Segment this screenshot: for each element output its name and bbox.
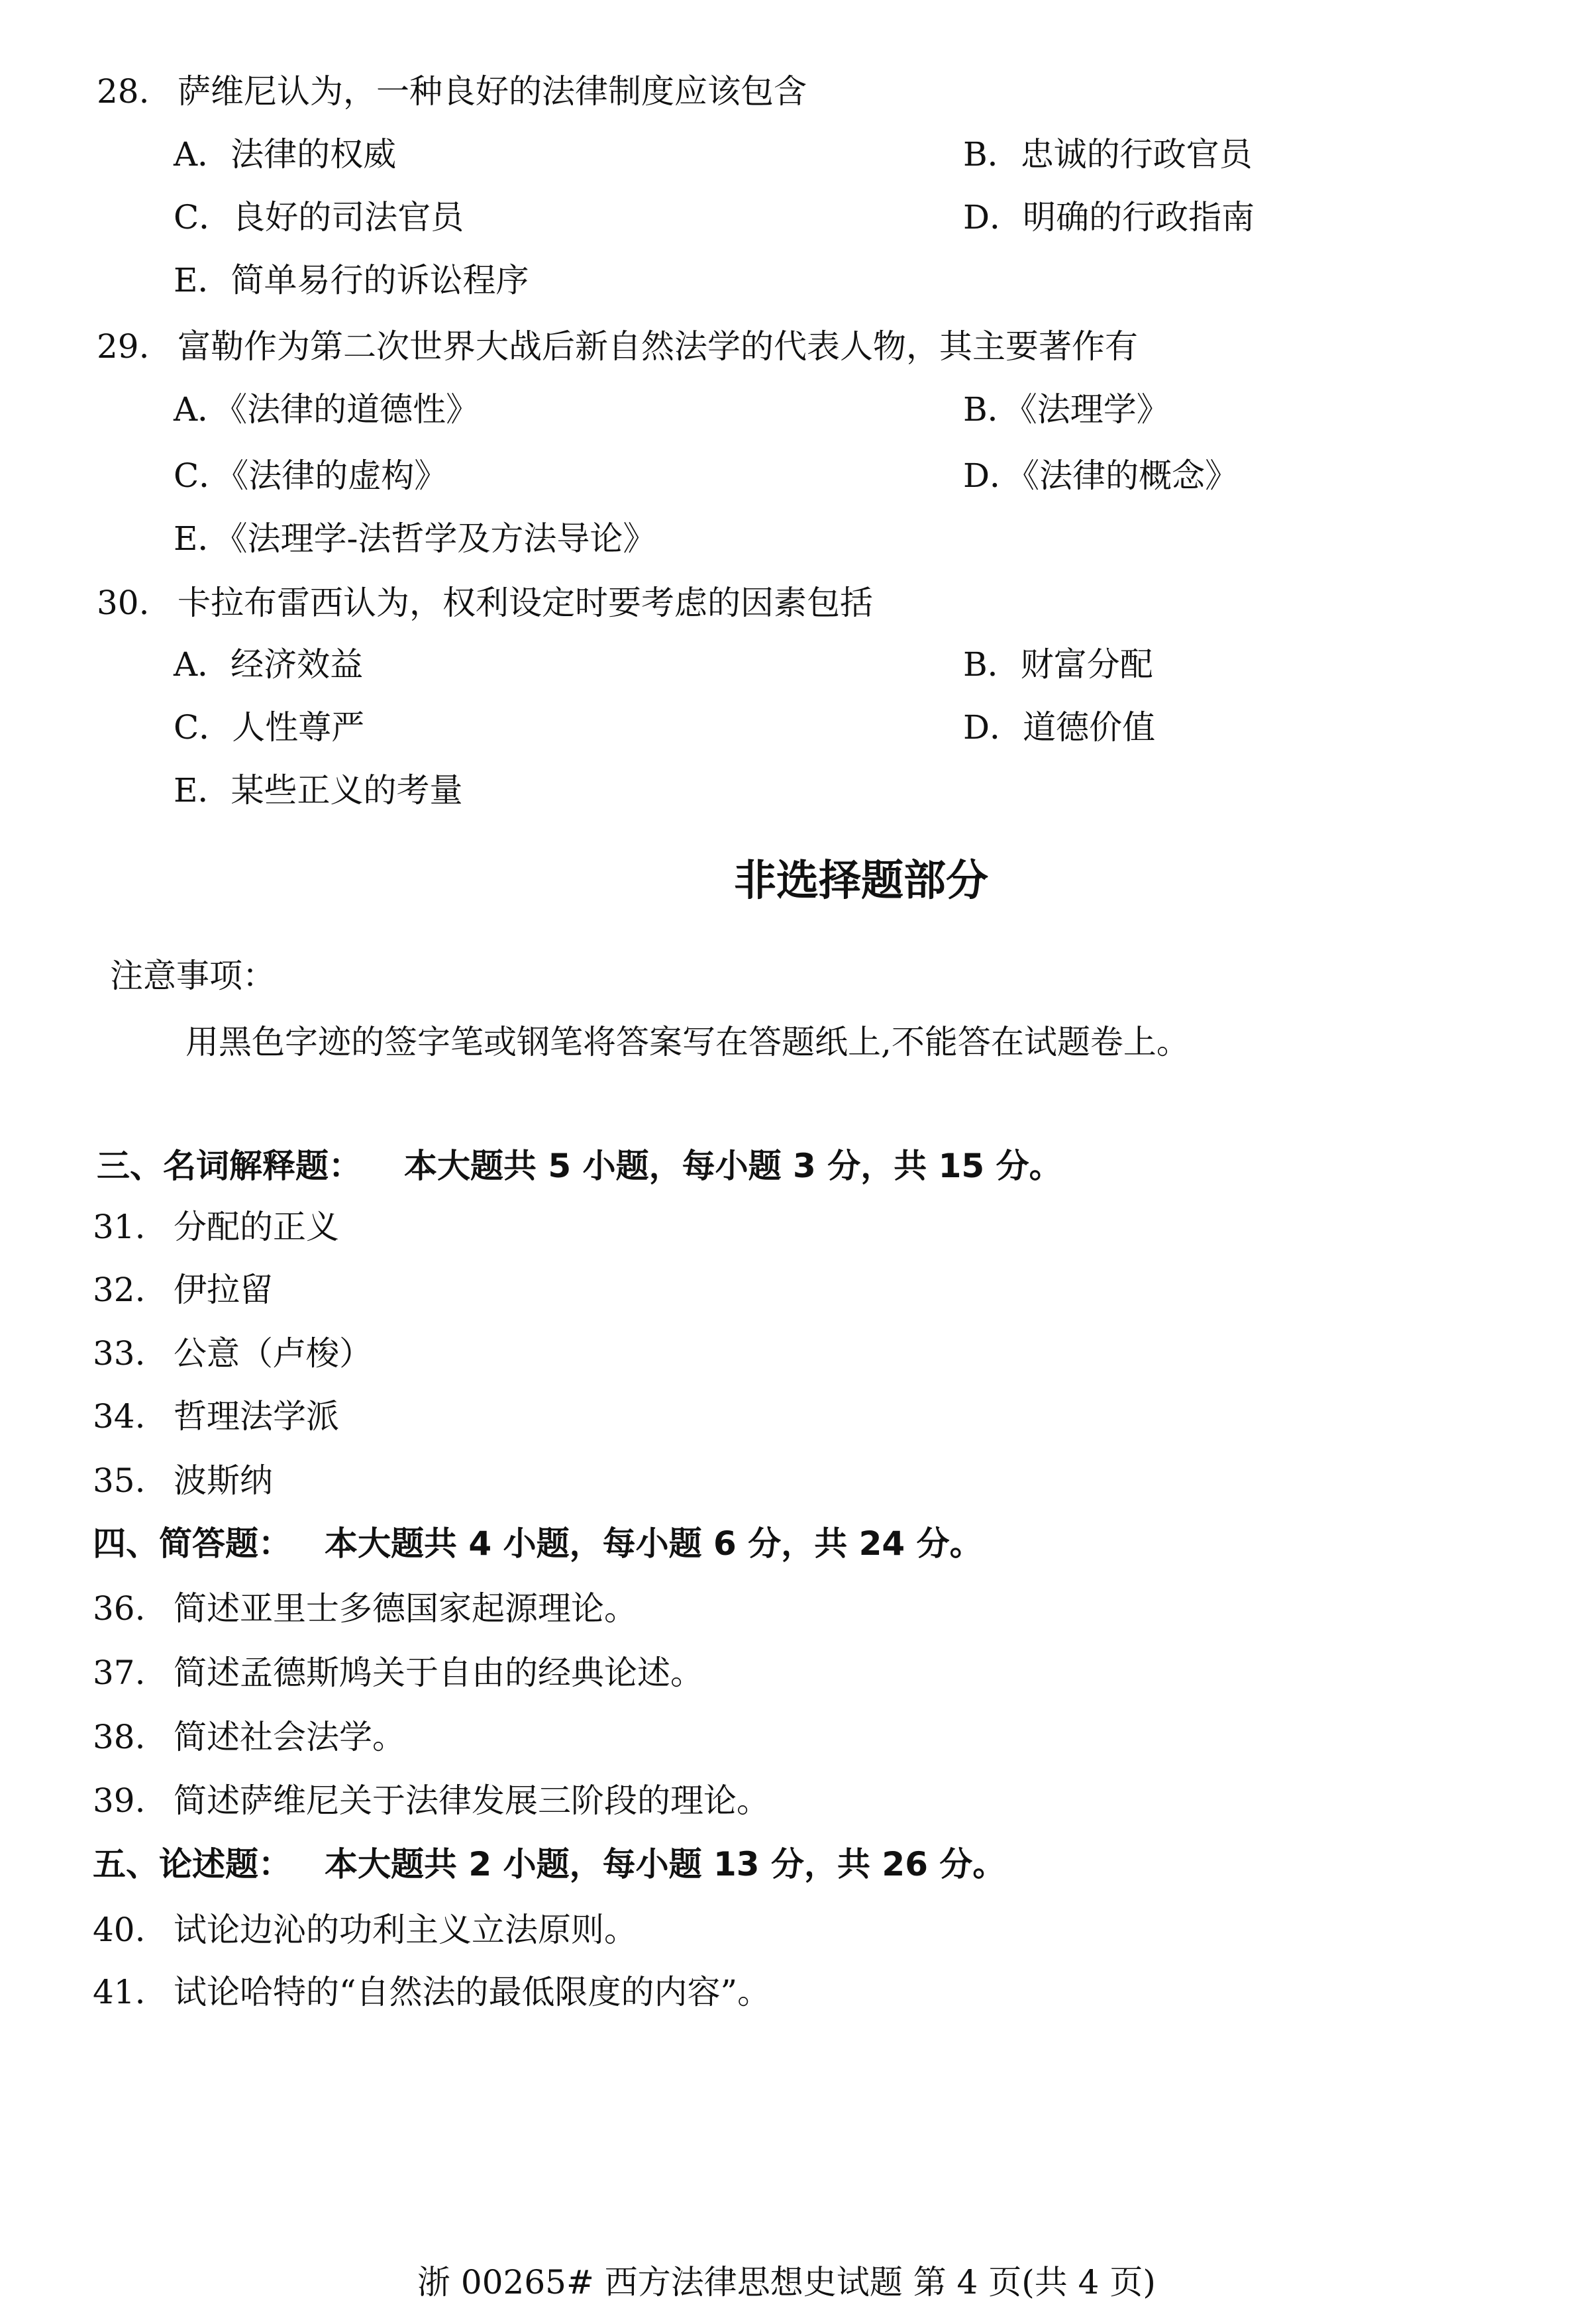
q30-option-c: C．人性尊严 <box>174 708 365 747</box>
section-title: 非选择题部分 <box>734 857 988 906</box>
q31-number: 31. <box>93 1208 146 1246</box>
q30-option-e: E．某些正义的考量 <box>174 771 463 810</box>
q28-option-a: A．法律的权威 <box>174 135 397 174</box>
q29-option-b: B．《法理学》 <box>963 390 1170 429</box>
q40-number: 40. <box>93 1911 146 1949</box>
q37-number: 37. <box>93 1654 146 1692</box>
q39-text: 简述萨维尼关于法律发展三阶段的理论。 <box>174 1781 770 1820</box>
q33-number: 33. <box>93 1334 146 1373</box>
q32-number: 32. <box>93 1271 146 1309</box>
q39-number: 39. <box>93 1781 146 1820</box>
q28-option-b: B．忠诚的行政官员 <box>963 135 1253 174</box>
q33-text: 公意（卢梭） <box>174 1334 372 1373</box>
question-28-number: 28. <box>97 72 150 111</box>
q28-option-c: C．良好的司法官员 <box>174 198 464 237</box>
q41-number: 41. <box>93 1973 146 2011</box>
q41-text: 试论哈特的“自然法的最低限度的内容”。 <box>174 1973 771 2011</box>
question-29-number: 29. <box>97 327 150 366</box>
q37-text: 简述孟德斯鸠关于自由的经典论述。 <box>174 1654 703 1692</box>
page-footer: 浙 00265# 西方法律思想史试题 第 4 页(共 4 页) <box>417 2263 1156 2301</box>
section-4-desc: 本大题共 4 小题，每小题 6 分，共 24 分。 <box>325 1524 983 1563</box>
q36-number: 36. <box>93 1589 146 1628</box>
q28-option-d: D．明确的行政指南 <box>963 198 1255 237</box>
q34-number: 34. <box>93 1397 146 1436</box>
section-5-desc: 本大题共 2 小题，每小题 13 分，共 26 分。 <box>325 1845 1006 1883</box>
q32-text: 伊拉留 <box>174 1271 273 1309</box>
q30-option-d: D．道德价值 <box>963 708 1156 747</box>
q30-option-a: A．经济效益 <box>174 645 364 684</box>
q31-text: 分配的正义 <box>174 1208 339 1246</box>
question-28-stem: 萨维尼认为，一种良好的法律制度应该包含 <box>178 72 807 111</box>
q34-text: 哲理法学派 <box>174 1397 339 1436</box>
q29-option-c: C．《法律的虚构》 <box>174 456 448 495</box>
q29-option-d: D．《法律的概念》 <box>963 456 1239 495</box>
q38-text: 简述社会法学。 <box>174 1718 405 1756</box>
q38-number: 38. <box>93 1718 146 1756</box>
q30-option-b: B．财富分配 <box>963 645 1153 684</box>
question-30-number: 30. <box>97 584 150 622</box>
notice-text: 用黑色字迹的签字笔或钢笔将答案写在答题纸上,不能答在试题卷上。 <box>185 1023 1190 1061</box>
question-29-stem: 富勒作为第二次世界大战后新自然法学的代表人物，其主要著作有 <box>178 327 1138 366</box>
q29-option-e: E．《法理学-法哲学及方法导论》 <box>174 519 656 558</box>
section-4-label: 四、简答题： <box>93 1524 291 1563</box>
q36-text: 简述亚里士多德国家起源理论。 <box>174 1589 637 1628</box>
notice-heading: 注意事项： <box>110 957 276 995</box>
q35-number: 35. <box>93 1461 146 1500</box>
q28-option-e: E．简单易行的诉讼程序 <box>174 261 529 299</box>
section-3-desc: 本大题共 5 小题，每小题 3 分，共 15 分。 <box>404 1147 1062 1185</box>
question-30-stem: 卡拉布雷西认为，权利设定时要考虑的因素包括 <box>178 584 873 622</box>
q29-option-a: A．《法律的道德性》 <box>174 390 480 429</box>
section-5-label: 五、论述题： <box>93 1845 291 1883</box>
q35-text: 波斯纳 <box>174 1461 273 1500</box>
q40-text: 试论边沁的功利主义立法原则。 <box>174 1911 637 1949</box>
section-3-label: 三、名词解释题： <box>97 1147 362 1185</box>
